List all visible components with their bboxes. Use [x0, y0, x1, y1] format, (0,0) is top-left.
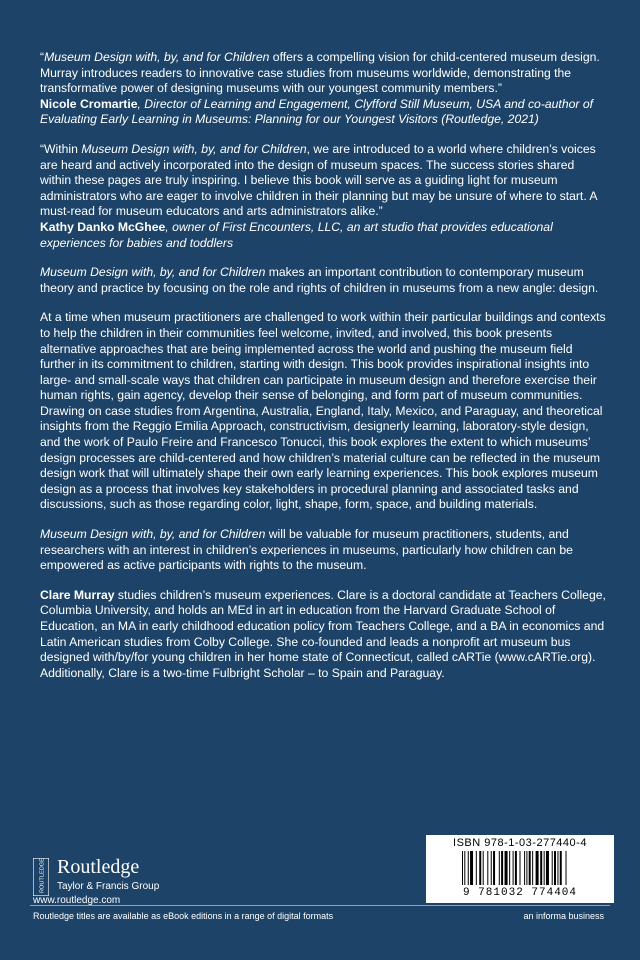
barcode-stripe	[532, 851, 533, 885]
quote-body: offers a compelling vision for child-centered museum design. Murray introduces readers to innovative case studies from museums worldwide, demonstrating the transformative power of designing museums with our youngest community members.”	[40, 50, 600, 96]
barcode-stripe	[493, 851, 495, 885]
book-title: Museum Design with, by, and for Children	[44, 50, 270, 64]
author-bio	[40, 588, 608, 682]
barcode-stripe	[515, 851, 517, 885]
barcode-stripe	[483, 851, 484, 885]
publisher-group: Taylor & Francis Group	[57, 881, 160, 892]
book-title: Museum Design with, by, and for Children	[40, 265, 266, 280]
barcode-stripe	[554, 851, 556, 885]
barcode-bars	[462, 851, 602, 885]
author-role: , Director of Learning and Engagement, Clyfford Still Museum, USA and co-author of	[137, 96, 593, 111]
isbn-label: ISBN 978-1-03-277440-4	[453, 837, 587, 849]
barcode-stripe	[470, 851, 473, 885]
author-role: , owner of First Encounters, LLC, an art studio that provides educational experiences for babies and toddlers	[40, 219, 553, 250]
isbn-barcode	[426, 835, 614, 903]
quote-author: Nicole Cromartie	[40, 96, 138, 111]
barcode-stripe	[520, 851, 521, 885]
barcode-stripe	[505, 851, 508, 885]
logo-mark-text: ROUTLEDGE	[39, 858, 46, 893]
barcode-stripe	[509, 851, 510, 885]
barcode-stripe	[546, 851, 549, 885]
description-paragraph-1	[40, 265, 608, 296]
paragraph-body: will be valuable for museum practitioners, students, and researchers with an interest in children’s experiences in museums, particularly how children can be empowered as active participants with rights to the museum.	[40, 527, 573, 573]
author-book: Evaluating Early Learning in Museums: Planning for our Youngest Visitors (Routledge, 2021)	[40, 112, 539, 127]
bio-body: studies children’s museum experiences. Clare is a doctoral candidate at Teachers College, Columbia University, and holds an MEd in art in education from the Harvard Graduate School of Education, an MA in early childhood education policy from Teachers College, and a BA in economics and Latin American studies from Colby College. She co-founded and leads a nonprofit art museum bus designed with/by/for young children in her home state of Connecticut, called cARTie (www.cARTie.org). Additionally, Clare is a two-time Fulbright Scholar – to Spain and Paraguay.	[40, 587, 606, 680]
quote-attribution	[40, 220, 608, 251]
ebook-note: Routledge titles are available as eBook editions in a range of digital formats	[33, 911, 334, 921]
footer-divider	[30, 905, 610, 906]
quote-attribution	[40, 97, 608, 128]
barcode-stripe	[566, 851, 567, 885]
book-title: Museum Design with, by, and for Children	[40, 527, 266, 542]
quote-author: Kathy Danko McGhee	[40, 219, 166, 234]
author-name: Clare Murray	[40, 587, 115, 602]
barcode-stripe	[557, 851, 558, 885]
publisher-website: www.routledge.com	[33, 895, 121, 906]
barcode-stripe	[501, 851, 503, 885]
barcode-stripe	[462, 851, 463, 885]
barcode-stripe	[540, 851, 542, 885]
barcode-stripe	[491, 851, 492, 885]
barcode-stripe	[536, 851, 539, 885]
endorsement-quote-1	[40, 50, 608, 128]
barcode-stripe	[544, 851, 545, 885]
routledge-mark-icon	[33, 858, 49, 896]
quote-open: “Within	[40, 141, 82, 156]
informa-tagline: an informa business	[523, 911, 604, 921]
barcode-stripe	[464, 851, 465, 885]
barcode-stripe	[524, 851, 525, 885]
barcode-stripe	[513, 851, 514, 885]
barcode-stripe	[479, 851, 481, 885]
publisher-logo	[33, 858, 163, 908]
book-title: Museum Design with, by, and for Children	[81, 141, 307, 156]
barcode-stripe	[560, 851, 562, 885]
endorsement-quote-2	[40, 142, 608, 251]
barcode-stripe	[552, 851, 553, 885]
quote-open: “	[40, 50, 45, 64]
barcode-stripe	[529, 851, 531, 885]
barcode-stripe	[468, 851, 469, 885]
description-paragraph-3	[40, 527, 608, 574]
barcode-stripe	[526, 851, 527, 885]
publisher-name: Routledge	[57, 856, 140, 878]
quote-body: , we are introduced to a world where children’s voices are heard and actively incorporated into the design of museum spaces. The success stories shared within these pages are truly inspiring. I believe this book will serve as a guiding light for museum administrators who are eager to involve children in their planning but may be unsure of where to start. A must-read for museum educators and arts administrators alike.”	[40, 141, 597, 219]
paragraph-body: makes an important contribution to contemporary museum theory and practice by focusing on the role and rights of children in museums from a new angle: design.	[40, 265, 599, 295]
back-cover-text	[40, 50, 608, 695]
barcode-stripe	[487, 851, 488, 885]
isbn-digits: 9 781032 774404	[462, 887, 578, 899]
description-paragraph-2: At a time when museum practitioners are challenged to work within their particular buildings and contexts to help the children in their communities feel welcome, invited, and involved, this book presents alternative approaches that are being implemented across the world and pushing the museum field further in its commitment to children, starting with design. This book provides inspirational insights into large- and small-scale ways that children can participate in museum design and therefore exercise their human rights, gain agency, develop their sense of belonging, and form part of museum communities. Drawing on case studies from Argentina, Australia, England, Italy, Mexico, and Paraguay, and theoretical insights from the Reggio Emilia Approach, constructivism, designerly learning, laboratory-style design, and the work of Paulo Freire and Francesco Tonucci, this book explores the extent to which museums’ design processes are child-centered and how children’s material culture can be reflected in the museum design work that will ultimately shape their own early learning experiences. This book explores museum design as a process that involves key stakeholders in procedural planning and associated tasks and discussions, such as those regarding color, light, shape, form, space, and building materials.	[40, 310, 606, 512]
barcode-stripe	[476, 851, 477, 885]
barcode-stripe	[499, 851, 500, 885]
